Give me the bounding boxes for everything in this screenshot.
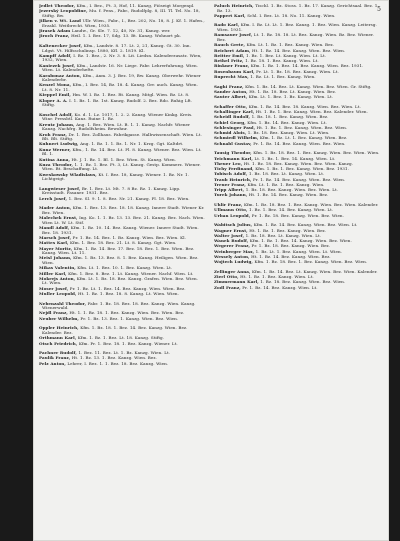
entry-text: Pr. 1. Bz. 14. Bez. Kanzg. Wien. Lt. xyxy=(242,285,318,290)
entry-text: I. Bz. 1. Bez., 2. Nr. 3. 8. Lit. Liedsn. Kalenderzusatz. Wien, 1932, Wien. xyxy=(42,53,202,63)
directory-entry xyxy=(39,356,205,361)
entry-text: Ht. 1. Bz. 13. 1. Bez. Kanzg. Wien. Bez. xyxy=(71,356,157,361)
entry-name: Kuza Theodor, xyxy=(39,162,73,167)
directory-entry xyxy=(214,239,380,244)
entry-text: Pr. 1. Bz. 14. Bez. 1. Bz. Kanzg. Wien. Bez. Wien. Kl. xyxy=(72,235,186,240)
entry-group xyxy=(214,151,380,198)
entry-name: Nejdl Franz, xyxy=(39,311,68,316)
entry-name: Kroh Franz, xyxy=(39,132,67,137)
entry-name: Rinkner Franz, xyxy=(214,64,250,69)
directory-entry xyxy=(39,302,205,311)
directory-entry xyxy=(214,43,380,48)
entry-text: Ht. 1. Bz. 1. Bez. Kanzg. Wien. Bez. Wien. xyxy=(256,125,348,130)
directory-entry xyxy=(39,64,205,73)
directory-entry xyxy=(214,193,380,198)
entry-name: Scheidl Rudolf, xyxy=(214,115,251,120)
entry-text: Kfm. 1. Bz. 14. Bez. Lt. Kanzg. Wien. Bez. Wien. Gr. Stiftg. xyxy=(245,84,372,89)
entry-text: Kt. I. Bez. 18, Kanzg. Wiener. 1. Bz. Nr. 1. Lichtgeigt. xyxy=(42,172,189,182)
entry-text: Kfm. Lt. 1. Bez. 10. 1. Bez. Kanzg. Wien. Lt. xyxy=(77,266,173,271)
directory-entry xyxy=(39,326,205,335)
directory-entry xyxy=(214,131,380,136)
entry-text: 1. Bz. 18. Bez. Kanzg. Wien. Bez. Wien. Lt. xyxy=(245,188,339,193)
entry-name: Mattes Karl, xyxy=(39,241,69,246)
entry-text: Kfm. Lt. 1. Bez. 1. Bz. Kanzg. Wien. Lt. xyxy=(248,95,334,100)
directory-entry xyxy=(39,256,205,265)
entry-name: Kampff Adolf, xyxy=(39,53,72,58)
entry-name: Treuer Franz, xyxy=(214,182,246,187)
entry-name: Walter Josef, xyxy=(214,233,245,238)
entry-text: 1. Bz. 1. Bez. 14. Bez. Kanzg. Wien. Lt. xyxy=(248,208,334,213)
directory-entry xyxy=(214,75,380,80)
entry-name: Schiel Georg, xyxy=(214,120,246,125)
entry-text: Ht. 1. Bz. 1. Bez. Kanzg. Wien. Bez. xyxy=(249,228,327,233)
directory-entry xyxy=(39,187,205,196)
entry-text: Mu. f. Pens., Fabr., Rudolfplg. 8, III. Tl. Tel. No. 18, Stiftg. Bw. xyxy=(42,9,200,18)
entry-name: Wojtech Ludwig, xyxy=(214,260,253,265)
directory-entry xyxy=(214,280,380,285)
entry-group xyxy=(214,23,380,79)
entry-text: 1. Bz. 1. Bez. Lt. Kanzg. Wien. Lt. Lt. xyxy=(245,53,327,58)
directory-entry xyxy=(39,311,205,316)
directory-entry xyxy=(214,250,380,255)
entry-text: Kfm. 1. Bz. 13. Bez. 8. 1. Bez. Kanzg. Heiligen. Wien. Bez. Wien. xyxy=(42,256,199,265)
entry-name: Theuer Leo, xyxy=(214,161,243,166)
entry-text: Kfm. 1. Bz. 10. 14. Bez. Kanzg. Wiener. Innere Stadt. Wien. Bez. 18. 1931. xyxy=(42,226,199,235)
directory-entry xyxy=(39,133,205,142)
entry-text: Kfm. 1. Bz. 18. 1. Bez. 14. Bez. Kanzg. Wien. Bez. Kalender. Bez. xyxy=(42,326,188,335)
entry-text: Pr. 1. Bz. 18. Bez. Kanzg. Wien. Bez. xyxy=(251,244,331,249)
directory-entry xyxy=(214,178,380,183)
entry-name: Oppler Heinrich, xyxy=(39,326,79,331)
directory-entry xyxy=(39,351,205,356)
directory-entry xyxy=(214,4,380,13)
entry-name: Rethel Fritz, xyxy=(214,59,244,64)
entry-text: Kfm. 1. Bz. 1. Bez. 14. Kanzg. Wien. Bez. Wien. xyxy=(249,239,352,244)
directory-entry xyxy=(39,19,205,28)
directory-entry xyxy=(39,226,205,235)
entry-text: Kfm., I. Bez. 14, Bz. 18. 4. Kanzg. Grr. auch. Kanzg. Wien. Lt. 8. Nr. 11. xyxy=(42,83,198,92)
directory-entry xyxy=(214,234,380,239)
directory-entry xyxy=(39,277,205,286)
entry-name: Paluch Heinrich, xyxy=(214,4,254,8)
entry-group xyxy=(214,105,380,147)
entry-text: Kfm., 1. Bz. 14. Bez. Lt. Pl. 8. Kanzg. Wiener. Bez. Wien. Lt. Bl. 1. xyxy=(42,147,202,157)
directory-entry xyxy=(214,229,380,234)
directory-entry xyxy=(39,362,205,367)
entry-text: Kfm. Lt. 1. Bz. 1. Bez. Kanzg. Wien. xyxy=(247,182,325,187)
entry-name: Zodl Franz, xyxy=(214,285,241,290)
entry-name: Kenzel Mona, xyxy=(39,83,72,88)
entry-text: Kfm., I. Bez., Ft. 3, Hof, 11. Kanzg, Fiöseigt Morgenpl. xyxy=(76,4,195,8)
entry-name: Nebenzahl Theodor, xyxy=(39,301,87,306)
directory-entry xyxy=(39,9,205,18)
entry-name: Schallinger Karl, xyxy=(214,109,255,114)
entry-name: Otsch Friedrich, xyxy=(39,341,78,346)
entry-name: Tichy Ferdinand, xyxy=(214,167,254,172)
entry-name: Mandl Adolf, xyxy=(39,226,70,231)
directory-entry xyxy=(214,208,380,213)
entry-text: 1. Bez. 11. Bez. Lt. 1. Bz. Kanzg. Wien. Lt. xyxy=(78,351,171,356)
entry-name: Urban Leopold, xyxy=(214,213,251,218)
entry-group xyxy=(39,302,205,322)
entry-name: Zierl Otto, xyxy=(214,275,239,280)
entry-name: Mokrejs Anton, xyxy=(39,276,76,281)
entry-name: Wagner Ernst, xyxy=(214,228,248,233)
entry-group xyxy=(39,326,205,346)
directory-entry xyxy=(214,162,380,167)
entry-name: Jirasek Adam xyxy=(39,29,71,34)
entry-name: Mader Anton, xyxy=(39,206,72,211)
entry-name: Rosenbaum Karl, xyxy=(214,69,255,74)
entry-group xyxy=(39,4,205,39)
entry-name: Schnabl Gustav, xyxy=(214,141,252,146)
entry-text: Kfm. 1. Bz. 1. Bez. Lt. 18. Kanzg. Stiftg. xyxy=(77,336,165,341)
directory-entry xyxy=(39,292,205,297)
entry-name: Ullmann Otto, xyxy=(214,208,248,213)
entry-name: Miller Karl, xyxy=(39,271,67,276)
entry-name: Tausig Theodor, xyxy=(214,151,252,156)
entry-text: Kfm. 1. Bz. 18. Bez. 1. Bez. Kanzg. Wien. Bez. Wien. Kalender. xyxy=(243,203,379,208)
directory-entry xyxy=(214,183,380,188)
entry-name: Meisl Johann, xyxy=(39,256,72,261)
entry-text: Ang. 1. Bez. Wien. Lt. B. 1. 1. Kanzg. Nachfr. Wiener Kanzg. Nachfrg. Rudolfsheim. Bewohnr. xyxy=(42,122,191,132)
entry-name: Schmid Alois, xyxy=(214,131,247,136)
entry-text: Kfm., Anm. 3. J. Bez. 19, Bw. Kanzg. Oberwehr. Wiener Kalenderbr. xyxy=(42,73,201,83)
directory-entry xyxy=(39,29,205,34)
directory-entry xyxy=(39,158,205,163)
entry-name: Zellinger Anna, xyxy=(214,269,251,274)
directory-entry xyxy=(39,287,205,292)
entry-text: Kfm. 1. Bz. 1. Bez. Kanzg. Wien. Bez. 1931. xyxy=(255,167,349,172)
directory-entry xyxy=(214,255,380,260)
entry-text: Kfm. Lt. 1. Bz. 18. Bez. Kanzg. Grafen. Wien. Bez. Wien. Lt. Wien. xyxy=(42,276,198,286)
entry-text: Ht. 1. Bz. 1. Bez. 18. 8. Kanzg. Lt. Wien. Wien. xyxy=(77,292,179,296)
entry-name: Wegerer Franz, xyxy=(214,244,250,249)
directory-entry xyxy=(39,336,205,341)
directory-entry xyxy=(39,54,205,63)
entry-text: Ht. 1. Bz. 14. Bez. Kanzg. Wien. Bez. Wien. xyxy=(252,48,346,53)
entry-group xyxy=(214,4,380,18)
directory-entry xyxy=(214,244,380,249)
entry-name: Pachner Rudolf, xyxy=(39,351,77,356)
entry-group xyxy=(39,44,205,108)
entry-group xyxy=(214,223,380,265)
entry-name: Mayer Moritz, xyxy=(39,246,73,251)
directory-entry xyxy=(214,59,380,64)
directory-entry xyxy=(39,113,205,122)
entry-text: Ht. J. 1. Bz. 1. Bl. 1. Bez. Wien. St. Kanzg. Wien. xyxy=(71,157,176,162)
entry-text: Kfm. 1. Bz. 18. Bez. 1. Bez. Kanzg. Wien. Bez. Wien. Wien. xyxy=(253,151,380,156)
entry-name: Ramsauer Josef, xyxy=(214,33,253,38)
entry-name: Zimmermann Karl, xyxy=(214,280,259,285)
entry-text: Kfm. 1. Bez. 13. Bez. 18. 18. Kanzg. Innere Stadt. Wiener Kr. Bez. Wien. xyxy=(42,206,205,215)
entry-text: 1. Bz. 18. Bez. Lt. Kanzg. Wien. Lt. xyxy=(248,172,325,177)
entry-name: Lerch Josef, xyxy=(39,196,68,201)
entry-name: Kaniezek Josef, xyxy=(39,63,76,68)
entry-name: Moser Josef, xyxy=(39,286,69,291)
entry-text: 1. 1. Bz. 1. Bez. Ft. 3, Lt. Kanzg. Gestp. Kommerz. Wiener. Wien. Bt. Beschaffung. Lt. xyxy=(42,162,201,172)
entry-name: Jezerský Leopoldine, xyxy=(39,9,88,14)
entry-text: Kfm. 1. Bz. 14. Bez. Lt. Kanzg. Wien. Bez. Wien. Kalender. xyxy=(252,269,378,274)
entry-group xyxy=(214,85,380,100)
directory-entry xyxy=(214,203,380,208)
entry-name: Kuhnert Ludwig, xyxy=(39,142,79,147)
entry-text: Pr. Lt. 1. Bz. 18. Bez. Kanzg. Wien. Lt. xyxy=(256,69,339,74)
entry-text: Pr. 1. Bz. 14. Bez. Kanzg. Wien. Bez. Wien. xyxy=(253,141,346,146)
entry-name: Sauter Albert, xyxy=(214,95,248,100)
entry-text: 1. Bz. 18. Bez. Kanzg. Wien. Bez. Wien. xyxy=(260,280,346,285)
directory-entry xyxy=(39,173,205,182)
entry-name: Kutina Anna, xyxy=(39,157,70,162)
directory-entry xyxy=(214,214,380,219)
entry-name: Kreutz Johann, xyxy=(39,122,75,127)
directory-entry xyxy=(39,266,205,271)
directory-entry xyxy=(214,64,380,69)
entry-name: Rauch Grete, xyxy=(214,43,245,48)
entry-text: Ht. 1. Bz. 1. Bez. Kanzg. Wien. Lt. xyxy=(240,275,314,280)
directory-entry xyxy=(214,151,380,156)
directory-entry xyxy=(214,54,380,59)
entry-text: Kfm. 1. Bz. 14. Bez. Kanzg. Wien. Bez. Wien. Lt. xyxy=(253,223,358,228)
directory-entry xyxy=(214,85,380,90)
right-column xyxy=(214,4,380,295)
entry-text: Ht. 1. 1. Bz. 18. 1. Bez. Kanzg. Wien. Bez. Wien. Bez. xyxy=(69,311,185,316)
directory-entry xyxy=(39,44,205,53)
entry-text: Kfm. 1. Bez. 18. Bez. 21. Lt. 8. Kanzg. Ggt. Wien. xyxy=(70,241,177,246)
entry-name: Schaffer Otto, xyxy=(214,104,248,109)
directory-entry xyxy=(39,206,205,215)
directory-entry xyxy=(39,247,205,256)
entry-text: Kfm. 1. Bz. 14. Bez. Kanzg. Wien. Lt. xyxy=(247,120,327,125)
directory-entry xyxy=(39,317,205,322)
entry-text: 1. Bz. 18. 1. Bez. Kanzg. Wien. Lt. xyxy=(245,59,319,64)
directory-entry xyxy=(39,142,205,147)
entry-group xyxy=(39,113,205,182)
entry-name: Paulik Franz, xyxy=(39,356,71,361)
entry-text: Pr. 1. Bz. 13. Bez. 1. Kanzg. Wien. Bez. Wien. xyxy=(80,316,179,321)
page-number: 5 xyxy=(377,6,381,13)
directory-entry xyxy=(214,126,380,131)
entry-name: Malechek Ernst, xyxy=(39,216,78,221)
entry-text: Landw., Gr. Sle. 7. 12, 40, Nr. 31, Kanzg. wer. xyxy=(71,29,171,34)
entry-name: Sander Anton, xyxy=(214,89,248,94)
directory-entry xyxy=(39,74,205,83)
entry-name: Langwieser Josef, xyxy=(39,186,81,191)
entry-text: Heil. 1. I. Bez. 17, Sdg. 13. Bt. Kanzg. Wohnort pk. xyxy=(71,34,181,39)
entry-text: Kfm. 1. Bez. 8. Bez. 1. Lt. Kanzg. Wiener. Nachf. Wien. Lt. xyxy=(68,271,194,276)
entry-name: Turek Johann, xyxy=(214,193,248,198)
directory-entry xyxy=(214,188,380,193)
directory-entry xyxy=(214,223,380,228)
entry-name: Neuber Wilhelm, xyxy=(39,316,79,321)
directory-entry xyxy=(214,270,380,275)
entry-group xyxy=(214,270,380,290)
entry-text: 1. Bz. Lt. 1. Bez. Kanzg. Wien. Lt. Wien. xyxy=(255,249,343,254)
directory-entry xyxy=(214,172,380,177)
entry-text: Pr. 1. Bz. 18. Bez. Kanzg. Wien. Bez. Wien. xyxy=(251,213,344,218)
entry-text: Tischl. 1. Bz. Stoss. 1. Bz. 17. Kanzg. Gerichtsaal. Bez. 1. Bz. 13. xyxy=(217,4,379,13)
entry-name: Uhlir Franz, xyxy=(214,203,243,208)
entry-name: Kunz Werner, xyxy=(39,147,71,152)
entry-text: Ht. 1. Bz. 18. Bez. Lt. Kanzg. Wien. Bez. xyxy=(249,89,337,94)
directory-entry xyxy=(214,136,380,141)
directory-entry xyxy=(214,70,380,75)
entry-name: Wabitsch Julius, xyxy=(214,223,253,228)
entry-name: Marsch Josef, xyxy=(39,235,72,240)
directory-entry xyxy=(39,83,205,92)
entry-text: Ht. 1. Bz. 14. Bez. Kanzg. Wien. Bez. xyxy=(248,193,329,198)
entry-text: Ko. d. 1. Lz. 1017, 1. 2. 2. Kanzg. Wiener Kinkg. Kreis. Winr. Pressbtl. Kanz. Ruine 1. Bz. xyxy=(42,112,193,122)
entry-name: Weinberger Max, xyxy=(214,249,255,254)
directory-entry xyxy=(39,93,205,98)
entry-text: Ing. Ko. 1. 1. Bz. 13. 13. Bez. 21. Kanzg. Bez. Nach. Wien. Wien Lt. W. Lt. Stif. xyxy=(42,216,205,225)
entry-name: Reitter Emil, xyxy=(214,53,245,58)
directory-entry xyxy=(39,163,205,172)
entry-name: Mikas Valentin, xyxy=(39,266,76,271)
entry-text: Pr. 1. Bz. Lt. 1. Bez. 14. Bez. Kanzg. Wien. Wien. Bez. xyxy=(69,286,186,291)
directory-entry xyxy=(39,123,205,132)
scanned-directory-page xyxy=(33,0,389,541)
directory-entry xyxy=(214,23,380,32)
entry-text: Ullr. Wien., Fabr., I., Bez. 202, No. 18, 8. J. Kf. 1. Hafen., Erzahl. Weitbrecht. Wien, 1935. xyxy=(42,19,205,28)
entry-name: Jilken v. Wt. Land xyxy=(39,19,81,24)
entry-name: Wanek Rudolf, xyxy=(214,239,249,244)
entry-text: 1. Bez. Sl. 9. 1. 8. Bez. Nr. 21. Kanzg. Pl. 18. Bez. Wien. xyxy=(68,196,190,201)
directory-entry xyxy=(214,115,380,120)
directory-entry xyxy=(39,216,205,225)
directory-entry xyxy=(39,236,205,241)
entry-text: Lt. 1. Bz. 1. Bez. 14. Kanzg. Wien. Lt. xyxy=(254,156,336,161)
entry-text: Ht. 1. Bz. 18. Bez. Kanzg. Wien. Bez. Wien. Kanzg. xyxy=(243,161,353,166)
entry-group xyxy=(39,351,205,366)
entry-name: Kaltenecker Josef, xyxy=(39,43,83,48)
entry-group xyxy=(39,187,205,201)
entry-text: Kfm., Landstr. 8. 17. Lt. 2, 21, Kanzg. Gt. 30. Inn. Ldgst. Vt. Hilfsschulinsp. 1880, Kfl. 2. 1819. Kl. xyxy=(42,43,191,53)
entry-group xyxy=(214,203,380,218)
entry-text: Br. 1. Bez. Lt. Mt. 7. 8 Bz. Rz. 1. Kanzg. Lipp. Kreisstadt. Fasaner. 1931. Bez. xyxy=(42,186,181,196)
entry-name: Teichmann Karl, xyxy=(214,156,253,161)
directory-entry xyxy=(214,121,380,126)
entry-text: Ang. 1. Bz. 1. 1. Bz. 1. Nr. 1. Krzg. Ggt. Kaltdrt. xyxy=(80,142,184,147)
entry-text: I. 1. Bz. 1. Bz. 1st. Kanzg. Rudolf. 2. Bez. Rdo. Ruhig Lft. Stiftg. xyxy=(42,98,193,108)
entry-text: Hm. W. I. Bz. 1. Bez. Rt. Kanzg. Mitgl. Wien. Bz. Lt. 8. xyxy=(72,93,190,98)
entry-group xyxy=(39,206,205,296)
entry-text: Fabr. 1. Bz. 18. Bez. 18. Bez. Kanzg. Wien. Kanzg. Wienerwald. xyxy=(42,301,196,311)
entry-text: Lt. 1. Bz. 18. 18. Lt. Bez. Kanzg. Wien. Bz. Bez. Wiener. Bez. xyxy=(217,33,374,42)
entry-name: Pelz Anton, xyxy=(39,361,66,366)
entry-text: Kfm., Landstr. 16. Nr. Liege. Fabr. Lehrerfuhrung. Wien. Wien. Lt. Kalenderhefte. xyxy=(42,63,199,73)
entry-text: 1. Bz. 18. 1. Bez. Kanzg. Wien. Bez. xyxy=(251,115,329,120)
entry-text: Kfm. 1. Bz. 14. Bez. 18. Kanzg. Wien. Bez. Wien. Lt. xyxy=(248,104,361,109)
directory-entry xyxy=(39,241,205,246)
entry-text: Ht. 1. Bz. 1. Bez. Kanzg. Wien. Bez. Kalender. Wien. xyxy=(255,109,368,114)
entry-text: 1. Bz. Lt. 1. Bez. Kanzg. Wien. xyxy=(250,74,316,79)
left-column xyxy=(39,4,205,371)
directory-entry xyxy=(214,33,380,42)
directory-entry xyxy=(214,157,380,162)
directory-entry xyxy=(39,99,205,108)
entry-text: Kfm. 1. Bz. 18. Bez. 1. Bez. Kanzg. Wien. Bez. Wien. xyxy=(254,260,368,265)
directory-entry xyxy=(214,14,380,19)
directory-entry xyxy=(39,272,205,277)
directory-entry xyxy=(214,260,380,265)
entry-name: Wessely Anton, xyxy=(214,254,250,259)
entry-name: Kweskowsky Wladislaus, xyxy=(39,172,97,177)
entry-text: Kfm. 1. Bz. 1. Bez. 14. Bez. Kanzg. Wien. Bez. 1931. xyxy=(250,64,364,69)
entry-name: Orthmann Karl, xyxy=(39,336,77,341)
entry-text: Kfm. Pr. 1. Bez. 18. 1. Bez. Kanzg. Wiener. Lt. xyxy=(78,341,178,346)
entry-text: 1. Bz. 18. Bez. Lt. Kanzg. Wien. Lt. xyxy=(245,233,322,238)
entry-text: Dr. 1. Bez. Zollhaus. Fabrikgasse. Halbwissenschaft. Wien. Lt. Blt. Blt. Stiftg. xyxy=(42,132,202,142)
entry-name: Muller Leopold, xyxy=(39,292,77,296)
entry-name: Jiroch Franz, xyxy=(39,34,70,39)
entry-name: Koschel Adolf, xyxy=(39,112,73,117)
entry-name: Rado Karl, xyxy=(214,23,240,28)
entry-text: Schl. I. Bez. Lt. 18. No. 11. Kanzg. Wien. xyxy=(247,13,336,18)
entry-text: Kfm. Lt. 1. Bz. 1. Bez. Kanzg. Wien. Bez. xyxy=(246,43,335,48)
directory-entry xyxy=(214,95,380,100)
entry-text: Lehrer, I. Bez. 1. 1. Bez. 18. Bez. Kanzg. Wien. xyxy=(67,361,169,366)
entry-text: Kfm. I. Bz. Lt. Lt. 1. Bez. Kanzg. 1. Bez. Wien. Kanzg. Leitersg. Wien. 1931. xyxy=(217,23,377,33)
entry-name: Kloper A. A. xyxy=(39,98,68,103)
directory-entry xyxy=(39,148,205,157)
entry-name: Schlesinger Paul, xyxy=(214,125,256,130)
directory-entry xyxy=(39,34,205,39)
entry-text: Kfm. 1. Bz. 14. Bez. 17. Bez. 18. Bez. 1. Bez. Wien. Bez. Kanzg. Wien. Lt. 11. xyxy=(42,246,195,256)
entry-text: Pr. 1. Bz. 14. Bez. Kanzg. Wien. Bez. Wien. xyxy=(252,177,346,182)
entry-name: Karabonaz Anton, xyxy=(39,73,82,78)
directory-entry xyxy=(39,4,205,9)
directory-entry xyxy=(214,275,380,280)
entry-name: Ruprecht Max, xyxy=(214,74,249,79)
entry-name: Pappert Karl, xyxy=(214,13,246,18)
directory-entry xyxy=(39,342,205,347)
directory-entry xyxy=(39,197,205,202)
entry-name: Reichert Adam, xyxy=(214,48,251,53)
directory-entry xyxy=(214,142,380,147)
directory-entry xyxy=(214,286,380,291)
directory-entry xyxy=(214,110,380,115)
entry-name: Jedlet Theodor, xyxy=(39,4,76,8)
entry-text: 1. Bz. 18. Bez. Kanzg. Wien. Lt. Wien. xyxy=(247,131,330,136)
directory-entry xyxy=(214,105,380,110)
entry-name: Schmiedl Wilhelm, xyxy=(214,136,259,141)
entry-name: Kieppel Emil, xyxy=(39,93,71,98)
entry-name: Tobisch Adolf, xyxy=(214,172,248,177)
directory-entry xyxy=(214,49,380,54)
entry-name: Saghi Franz, xyxy=(214,84,244,89)
entry-name: Traub Heinrich, xyxy=(214,177,252,182)
entry-text: Kfm. 1. Bz. Lt. 1. Bez. Kanzg. Wien. Bez. xyxy=(259,136,348,141)
entry-name: Tripp Albert, xyxy=(214,188,245,193)
directory-entry xyxy=(214,167,380,172)
entry-text: Ht. 1. Bz. 14. Bez. Kanzg. Wien. Bez. xyxy=(251,254,331,259)
directory-entry xyxy=(214,90,380,95)
